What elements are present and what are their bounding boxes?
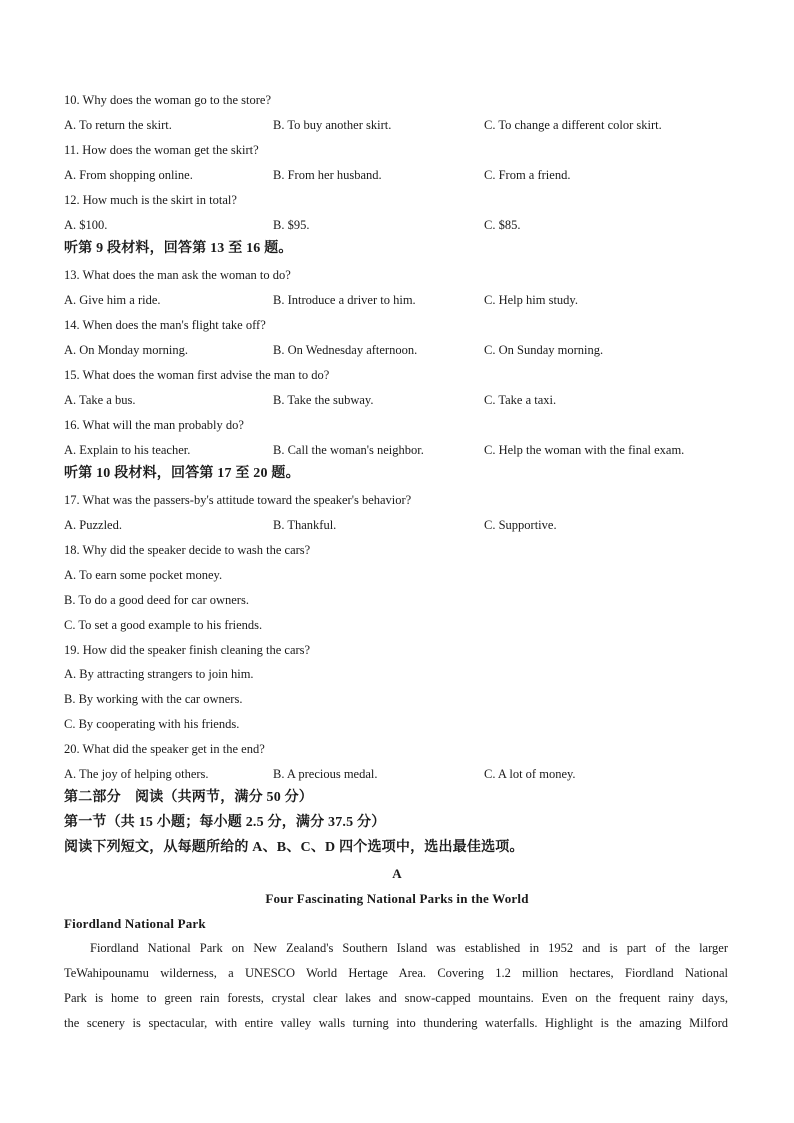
q19-option-c: C. By cooperating with his friends. xyxy=(64,717,240,731)
q12-option-c: C. $85. xyxy=(484,218,521,232)
material-10-header: 听第 10 段材料，回答第 17 至 20 题。 xyxy=(64,466,300,481)
material-9-header: 听第 9 段材料，回答第 13 至 16 题。 xyxy=(64,241,293,256)
part-2-header: 第二部分 阅读（共两节，满分 50 分） xyxy=(64,790,313,805)
q19-option-a: A. By attracting strangers to join him. xyxy=(64,667,254,681)
reading-instruction: 阅读下列短文，从每题所给的 A、B、C、D 四个选项中，选出最佳选项。 xyxy=(64,840,524,855)
q10-option-b: B. To buy another skirt. xyxy=(273,118,392,132)
q19-option-b: B. By working with the car owners. xyxy=(64,692,243,706)
question-12: 12. How much is the skirt in total? xyxy=(64,193,237,207)
q13-option-c: C. Help him study. xyxy=(484,293,578,307)
q12-option-a: A. $100. xyxy=(64,218,108,232)
q16-option-c: C. Help the woman with the final exam. xyxy=(484,443,685,457)
q15-option-a: A. Take a bus. xyxy=(64,393,136,407)
passage-title: Four Fascinating National Parks in the World xyxy=(265,891,529,906)
passage-line-3: Park is home to green rain forests, crystal clear lakes and snow-capped mountains. Even on the frequent rainy days, xyxy=(64,991,728,1005)
question-11: 11. How does the woman get the skirt? xyxy=(64,143,259,157)
q13-option-a: A. Give him a ride. xyxy=(64,293,161,307)
question-16: 16. What will the man probably do? xyxy=(64,418,244,432)
passage-letter: A xyxy=(392,866,402,881)
q11-option-b: B. From her husband. xyxy=(273,168,382,182)
question-13: 13. What does the man ask the woman to do? xyxy=(64,268,291,282)
q16-option-a: A. Explain to his teacher. xyxy=(64,443,191,457)
question-17: 17. What was the passers-by's attitude toward the speaker's behavior? xyxy=(64,493,412,507)
q10-option-a: A. To return the skirt. xyxy=(64,118,172,132)
q13-option-b: B. Introduce a driver to him. xyxy=(273,293,416,307)
q17-option-c: C. Supportive. xyxy=(484,518,557,532)
q14-option-c: C. On Sunday morning. xyxy=(484,343,604,357)
q10-option-c: C. To change a different color skirt. xyxy=(484,118,662,132)
q15-option-c: C. Take a taxi. xyxy=(484,393,557,407)
q18-option-a: A. To earn some pocket money. xyxy=(64,568,223,582)
passage-line-1: Fiordland National Park on New Zealand's Southern Island was established in 1952 and is part of the larger xyxy=(90,941,728,955)
q11-option-a: A. From shopping online. xyxy=(64,168,193,182)
q17-option-b: B. Thankful. xyxy=(273,518,337,532)
q20-option-b: B. A precious medal. xyxy=(273,767,378,781)
q14-option-a: A. On Monday morning. xyxy=(64,343,188,357)
passage-line-2: TeWahipounamu wilderness, a UNESCO World Hertage Area. Covering 1.2 million hectares, Fiordland National xyxy=(64,966,728,980)
q17-option-a: A. Puzzled. xyxy=(64,518,122,532)
passage-line-4: the scenery is spectacular, with entire valley walls turning into thundering waterfalls. Highlight is the amazing Milford xyxy=(64,1016,728,1030)
q20-option-c: C. A lot of money. xyxy=(484,767,576,781)
q16-option-b: B. Call the woman's neighbor. xyxy=(273,443,424,457)
question-15: 15. What does the woman first advise the man to do? xyxy=(64,368,330,382)
question-20: 20. What did the speaker get in the end? xyxy=(64,742,265,756)
question-18: 18. Why did the speaker decide to wash the cars? xyxy=(64,543,311,557)
question-10: 10. Why does the woman go to the store? xyxy=(64,93,272,107)
passage-subtitle: Fiordland National Park xyxy=(64,916,206,931)
q14-option-b: B. On Wednesday afternoon. xyxy=(273,343,418,357)
question-14: 14. When does the man's flight take off? xyxy=(64,318,266,332)
q18-option-b: B. To do a good deed for car owners. xyxy=(64,593,249,607)
q20-option-a: A. The joy of helping others. xyxy=(64,767,209,781)
section-1-header: 第一节（共 15 小题；每小题 2.5 分，满分 37.5 分） xyxy=(64,815,386,830)
q18-option-c: C. To set a good example to his friends. xyxy=(64,618,263,632)
q11-option-c: C. From a friend. xyxy=(484,168,571,182)
question-19: 19. How did the speaker finish cleaning the cars? xyxy=(64,643,311,657)
q15-option-b: B. Take the subway. xyxy=(273,393,374,407)
q12-option-b: B. $95. xyxy=(273,218,310,232)
